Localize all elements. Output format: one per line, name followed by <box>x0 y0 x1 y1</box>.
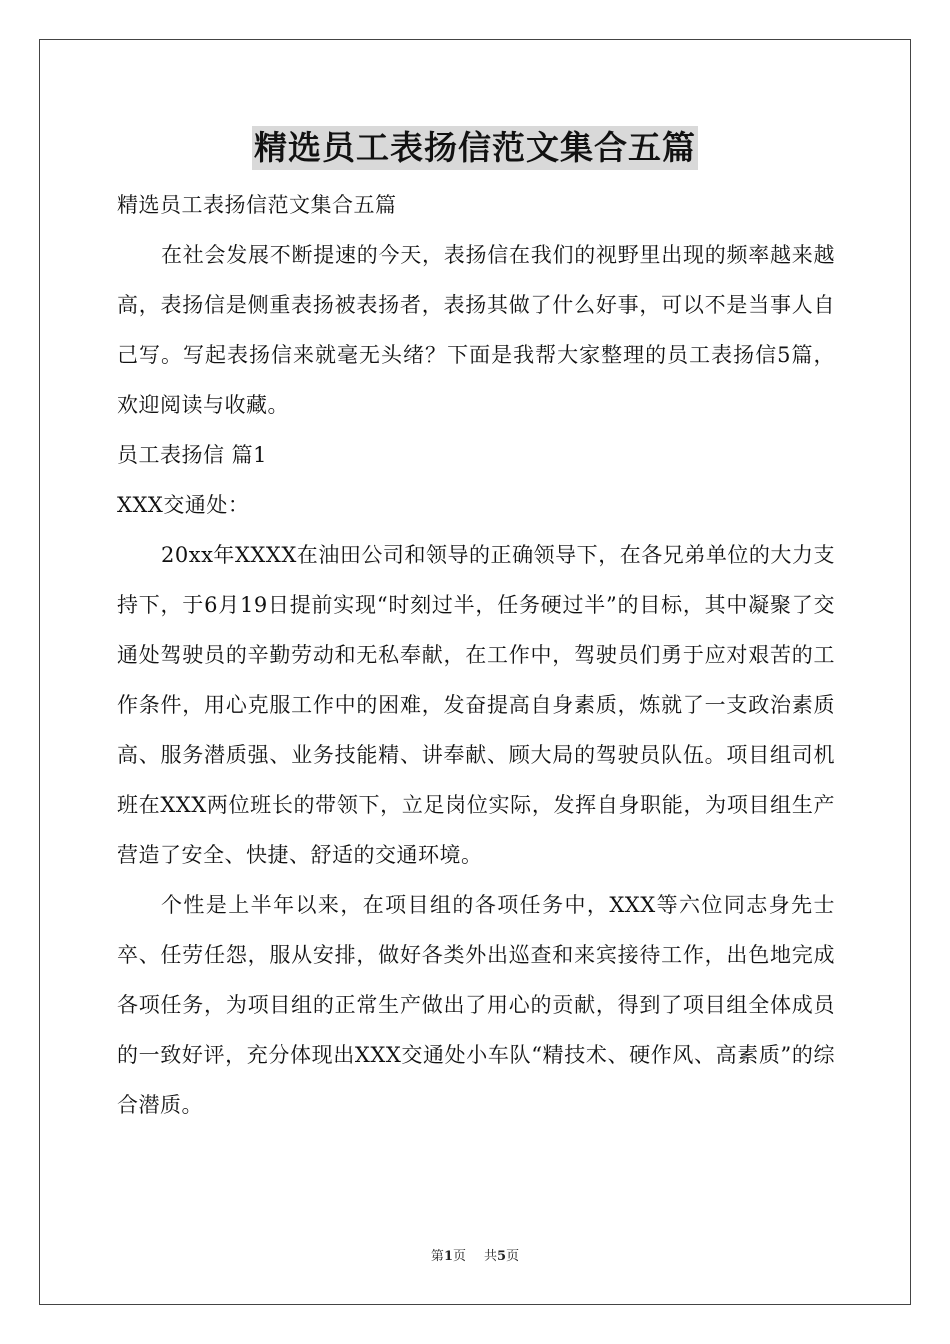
footer-page-suffix: 页 <box>452 1249 466 1264</box>
intro-paragraph: 在社会发展不断提速的今天，表扬信在我们的视野里出现的频率越来越高，表扬信是侧重表扬被表扬者，表扬其做了什么好事，可以不是当事人自己写。写起表扬信来就毫无头绪？下面是我帮大家整理的员工表扬信5篇，欢迎阅读与收藏。 <box>117 243 835 417</box>
footer-total-prefix: 共 <box>484 1249 498 1264</box>
footer-total-suffix: 页 <box>506 1249 520 1264</box>
footer-page-current: 1 <box>443 1249 453 1264</box>
section-heading: 员工表扬信 篇1 <box>117 443 268 467</box>
salutation: XXX交通处： <box>117 493 250 517</box>
body-paragraph-1: 20xx年XXXX在油田公司和领导的正确领导下，在各兄弟单位的大力支持下，于6月19日提前实现“时刻过半，任务硬过半”的目标，其中凝聚了交通处驾驶员的辛勤劳动和无私奉献，在工作中，驾驶员们勇于应对艰苦的工作条件，用心克服工作中的困难，发奋提高自身素质，炼就了一支政治素质高、服务潜质强、业务技能精、讲奉献、顾大局的驾驶员队伍。项目组司机班在XXX两位班长的带领下，立足岗位实际，发挥自身职能，为项目组生产营造了安全、快捷、舒适的交通环境。 <box>117 543 835 867</box>
page-footer <box>0 1248 950 1266</box>
document-body <box>117 180 835 1130</box>
footer-page-total: 5 <box>497 1249 507 1264</box>
body-paragraph-2: 个性是上半年以来，在项目组的各项任务中，XXX等六位同志身先士卒、任劳任怨，服从安排，做好各类外出巡查和来宾接待工作，出色地完成各项任务，为项目组的正常生产做出了用心的贡献，得到了项目组全体成员的一致好评，充分体现出XXX交通处小车队“精技术、硬作风、高素质”的综合潜质。 <box>117 893 835 1117</box>
document-title: 精选员工表扬信范文集合五篇 <box>252 126 698 170</box>
title-container <box>0 126 950 170</box>
footer-page-prefix: 第 <box>430 1249 444 1264</box>
subtitle-line: 精选员工表扬信范文集合五篇 <box>117 193 397 217</box>
